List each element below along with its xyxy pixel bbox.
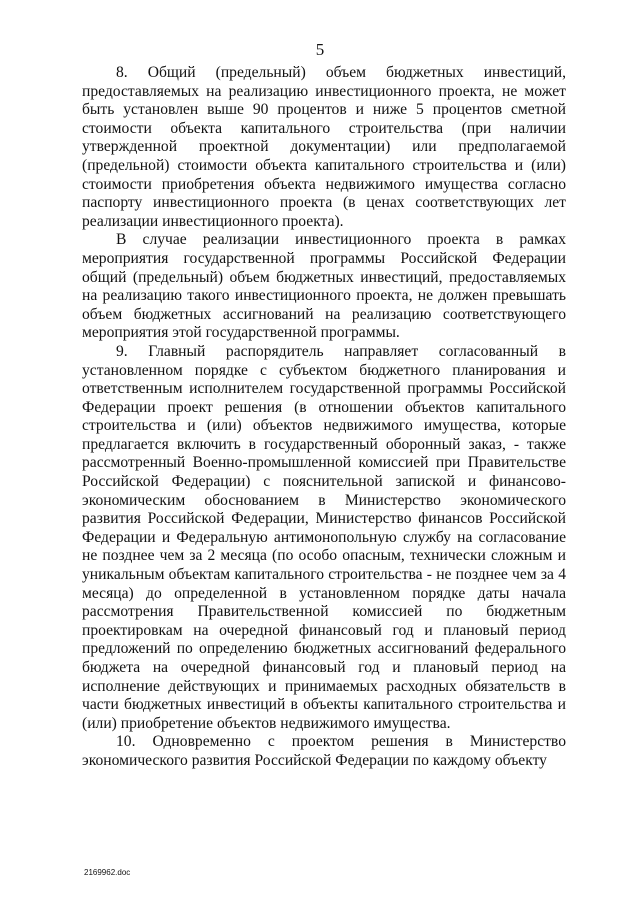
page-number: 5 <box>315 40 325 59</box>
paragraph-8-continuation: В случае реализации инвестиционного проекта в рамках мероприятия государственной программы Российской Федерации общий (предельный) объем бюджетных инвестиций, предоставляемых на реализацию такого инвестиционного проекта, не должен превышать объем бюджетных ассигнований на реализацию соответствующего мероприятия этой государственной программы. <box>82 231 566 342</box>
file-name-footer: 2169962.doc <box>84 868 131 877</box>
document-body <box>82 64 566 771</box>
paragraph-10: 10. Одновременно с проектом решения в Министерство экономического развития Российской Федерации по каждому объекту <box>82 733 566 769</box>
paragraph-8: 8. Общий (предельный) объем бюджетных инвестиций, предоставляемых на реализацию инвестиционного проекта, не может быть установлен выше 90 процентов и ниже 5 процентов сметной стоимости объекта капитального строительства (при наличии утвержденной проектной документации) или предполагаемой (предельной) стоимости объекта капитального строительства и (или) стоимости приобретения объекта недвижимого имущества согласно паспорту инвестиционного проекта (в ценах соответствующих лет реализации инвестиционного проекта). <box>82 64 566 230</box>
paragraph-9: 9. Главный распорядитель направляет согласованный в установленном порядке с субъектом бюджетного планирования и ответственным исполнителем государственной программы Российской Федерации проект решения (в отношении объектов капитального строительства и (или) объектов недвижимого имущества, которые предлагается включить в государственный оборонный заказ, - также рассмотренный Военно-промышленной комиссией при Правительстве Российской Федерации) с пояснительной запиской и финансово-экономическим обоснованием в Министерство экономического развития Российской Федерации, Министерство финансов Российской Федерации и Федеральную антимонопольную службу на согласование не позднее чем за 2 месяца (по особо опасным, технически сложным и уникальным объектам капитального строительства - не позднее чем за 4 месяца) до определенной в установленном порядке даты начала рассмотрения Правительственной комиссией по бюджетным проектировкам на очередной финансовый год и плановый период предложений по определению бюджетных ассигнований федерального бюджета на очередной финансовый год и плановый период на исполнение действующих и принимаемых расходных обязательств в части бюджетных инвестиций в объекты капитального строительства и (или) приобретение объектов недвижимого имущества. <box>82 342 566 732</box>
